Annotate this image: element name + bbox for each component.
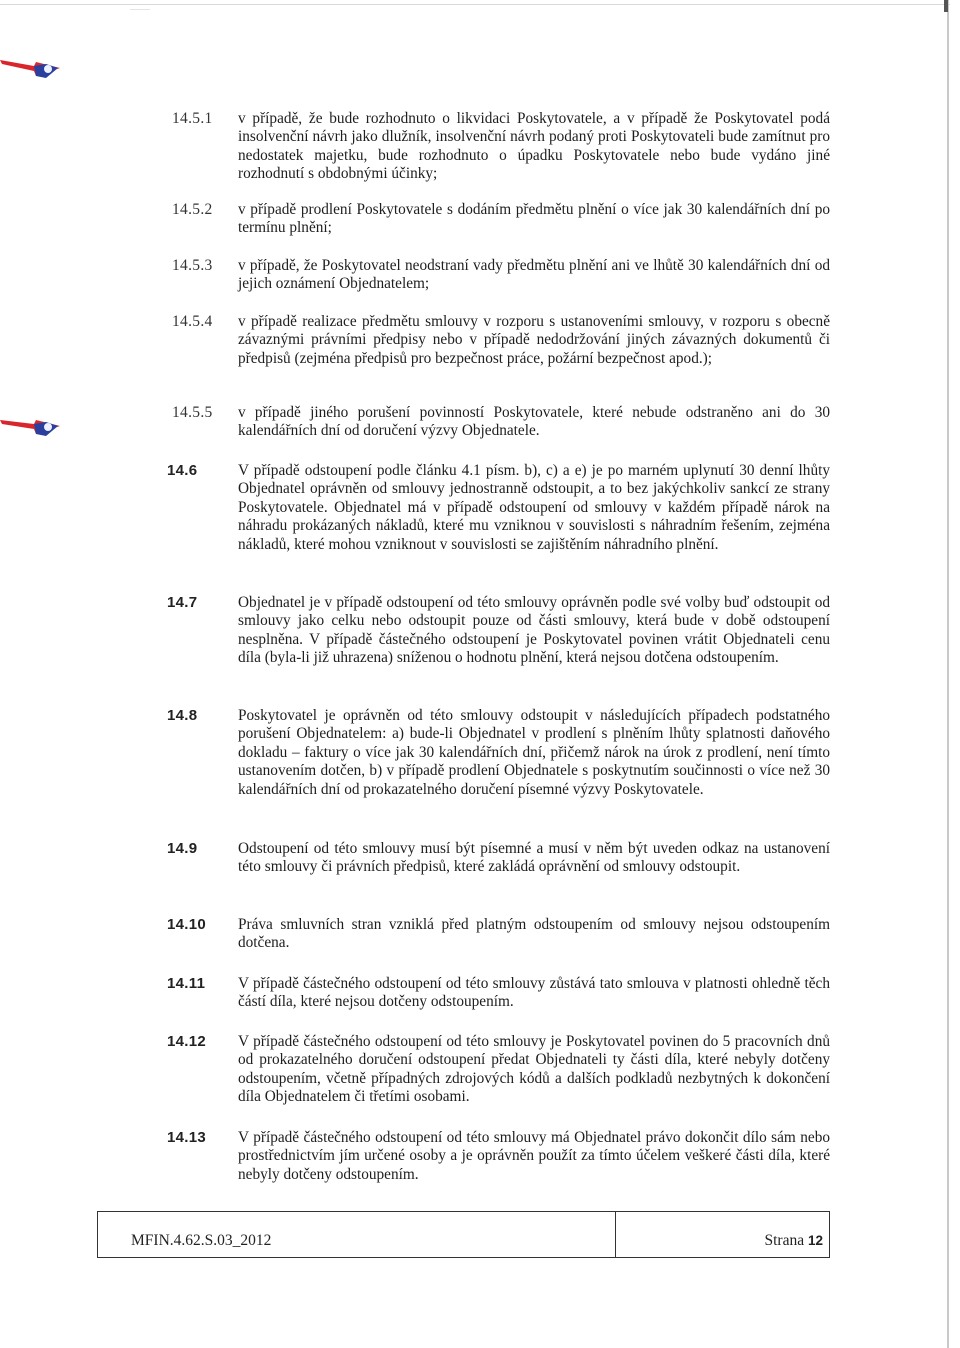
clause-number: 14.11 <box>167 975 206 992</box>
clause-number: 14.9 <box>167 840 198 857</box>
clause-number: 14.5.2 <box>172 201 213 218</box>
clause-text: v případě, že Poskytovatel neodstraní vady předmětu plnění ani ve lhůtě 30 kalendářních dní od jejich oznámení Objednatelem; <box>238 257 830 293</box>
right-edge-mark <box>944 0 948 12</box>
clause-number: 14.13 <box>167 1129 207 1146</box>
clause-number: 14.12 <box>167 1033 207 1050</box>
clause-text: V případě odstoupení podle článku 4.1 písm. b), c) a e) je po marném uplynutí 30 denní lhůty Objednatel oprávněn od smlouvy jednostranně odstoupit, a to bez jakýchkoliv sankcí ze strany Poskytovatele. Objednatel má v případě odstoupení od smlouvy v každém případě nárok na náhradu prokázaných nákladů, které mu vzniknou v souvislosti s náhradním řešením, zejména nákladů, které mohou vzniknout v souvislosti se zajištěním náhradního plnění. <box>238 462 830 553</box>
page-label: Strana <box>764 1232 805 1249</box>
clause-text: V případě částečného odstoupení od této smlouvy má Objednatel právo dokončit dílo sám nebo prostřednictvím jím určené osoby a je oprávněn použít za tímto účelem veškeré části díla, které nebyly dotčeny odstoupením. <box>238 1129 830 1183</box>
page-number: 12 <box>807 1233 823 1248</box>
clause-number: 14.5.5 <box>172 404 213 421</box>
clause-number: 14.10 <box>167 916 207 933</box>
page-indicator <box>764 1232 823 1250</box>
clause-text: Práva smluvních stran vzniklá před platným odstoupením od smlouvy nejsou odstoupením dotčena. <box>238 916 830 952</box>
clause-text: v případě jiného porušení povinností Poskytovatele, které nebude odstraněno ani do 30 kalendářních dní od doručení výzvy Objednatele. <box>238 404 830 440</box>
top-scan-rule <box>0 4 950 5</box>
clause-number: 14.5.3 <box>172 257 213 274</box>
clause-number: 14.5.4 <box>172 313 213 330</box>
clause-text: v případě realizace předmětu smlouvy v rozporu s ustanoveními smlouvy, v rozporu s obecně závaznými právními předpisy nebo v případě nedodržování jiných závazných dokumentů či předpisů (zejména předpisů pro bezpečnost práce, požární bezpečnost apod.); <box>238 313 830 367</box>
clause-number: 14.5.1 <box>172 110 213 127</box>
red-blue-arrow-icon <box>0 410 62 442</box>
footer-divider <box>615 1212 616 1257</box>
clause-text: V případě částečného odstoupení od této smlouvy zůstává tato smlouva v platnosti ohledně těch částí díla, které nejsou dotčeny odstoupením. <box>238 975 830 1011</box>
red-blue-arrow-icon <box>0 52 62 84</box>
clause-number: 14.6 <box>167 462 198 479</box>
document-code: MFIN.4.62.S.03_2012 <box>131 1232 272 1249</box>
right-edge-line <box>947 0 949 1348</box>
clause-number: 14.8 <box>167 707 198 724</box>
clause-text: v případě, že bude rozhodnuto o likvidaci Poskytovatele, a v případě že Poskytovatel podá insolvenční návrh jako dlužník, insolvenční návrh podaný proti Poskytovateli bude zamítnut pro nedostatek majetku, bude rozhodnuto o úpadku Poskytovatele nebo bude vydáno jiné rozhodnutí s obdobnými účinky; <box>238 110 830 183</box>
clause-number: 14.7 <box>167 594 198 611</box>
clause-text: V případě částečného odstoupení od této smlouvy je Poskytovatel povinen do 5 pracovních dnů od prokazatelného doručení odstoupení předat Objednateli ty části díla, které nebyly dotčeny odstoupením, včetně případných zdrojových kódů a dalších podkladů nezbytných k dokončení díla Objednatelem či třetími osobami. <box>238 1033 830 1106</box>
page-footer <box>97 1211 830 1258</box>
clause-text: v případě prodlení Poskytovatele s dodáním předmětu plnění o více jak 30 kalendářních dní po termínu plnění; <box>238 201 830 237</box>
top-scan-mark <box>130 9 150 10</box>
clause-text: Odstoupení od této smlouvy musí být písemné a musí v něm být uveden odkaz na ustanovení této smlouvy či právních předpisů, které zakládá oprávnění od smlouvy odstoupit. <box>238 840 830 876</box>
clause-text: Objednatel je v případě odstoupení od této smlouvy oprávněn podle své volby buď odstoupit od smlouvy jako celku nebo odstoupit pouze od části smlouvy, která bude v době odstoupení nesplněna. V případě částečného odstoupení je Poskytovatel povinen vrátit Objednateli cenu díla (byla-li již uhrazena) sníženou o hodnotu plnění, která nejsou dotčena odstoupením. <box>238 594 830 667</box>
clause-text: Poskytovatel je oprávněn od této smlouvy odstoupit v následujících případech podstatného porušení Objednatelem: a) bude-li Objednatel v prodlení s plněním lhůty splatnosti daňového dokladu – faktury o více jak 30 kalendářních dní, přičemž nárok na úrok z prodlení, není tímto ustanovením dotčen, b) v případě prodlení Objednatele s poskytnutím součinnosti o více než 30 kalendářních dní od prokazatelného doručení písemné výzvy Poskytovatele. <box>238 707 830 798</box>
